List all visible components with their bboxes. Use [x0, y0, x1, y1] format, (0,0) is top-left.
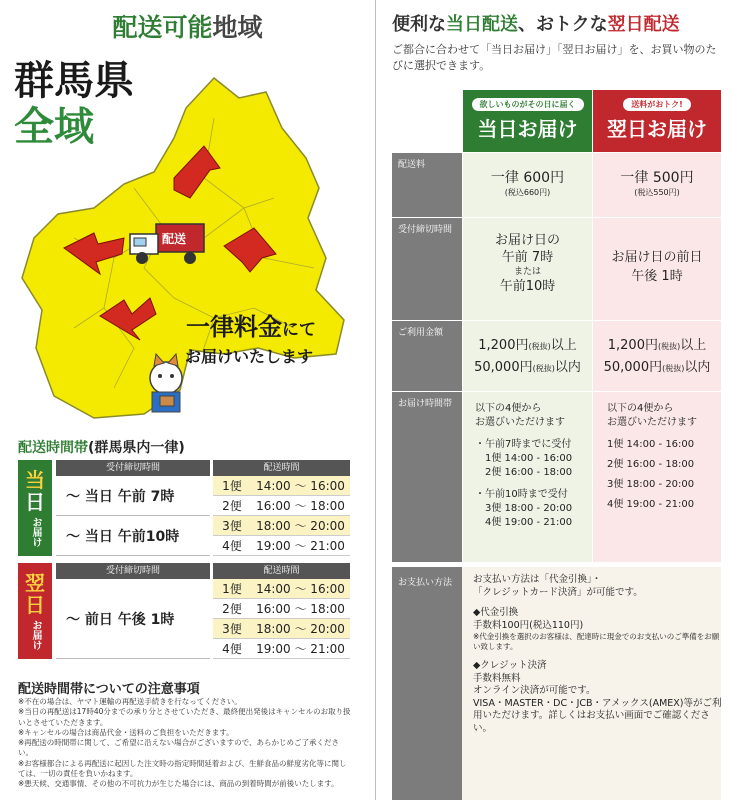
nextday-cutoff: 〜 前日 午後 1時: [56, 579, 210, 659]
center-divider: [375, 0, 376, 800]
note-item: ※当日の再配送は17時40分までの承り分とさせていただき、最終便出発後はキャンセルのお取り扱いとさせていただきます。: [18, 707, 351, 727]
sameday-slot-3: 3便 18:00 〜 20:00: [213, 516, 350, 536]
sameday-tag: 当 日 お届け: [18, 460, 52, 556]
fee-nextday: 一律 500円 (税込550円): [593, 153, 721, 217]
sameday-cutoff-2: 〜 当日 午前10時: [56, 516, 210, 556]
note-item: ※お客様都合による再配送に起因した注文時の指定時間延着および、生鮮食品の鮮度劣化等に関しては、一切の責任を負いかねます。: [18, 758, 347, 779]
sameday-cutoff-1: 〜 当日 午前 7時: [56, 476, 210, 516]
hdr-delivery-2: 配送時間: [213, 563, 350, 579]
cutoff-sameday: お届け日の 午前 7時 または 午前10時: [463, 218, 592, 320]
truck-label: 配送: [162, 232, 187, 246]
nextday-slot-3: 3便 18:00 〜 20:00: [213, 619, 350, 639]
col-sameday-header: 欲しいものがその日に届く 当日お届け: [463, 90, 592, 152]
row-slot-label: お届け時間帯: [392, 392, 462, 562]
sameday-slot-4: 4便 19:00 〜 21:00: [213, 536, 350, 556]
notes-heading: 配送時間帯についての注意事項: [18, 682, 200, 697]
nextday-slot-4: 4便 19:00 〜 21:00: [213, 639, 350, 659]
note-item: ※再配送の時間帯に関して、ご希望に沿えない場合がございますので、あらかじめご了承ください。: [18, 738, 339, 758]
sameday-table: [18, 460, 350, 556]
hdr-delivery: 配送時間: [213, 460, 350, 476]
hdr-cutoff: 受付締切時間: [56, 460, 210, 476]
nextday-tag: 翌 日 お届け: [18, 563, 52, 659]
nextday-slot-2: 2便 16:00 〜 18:00: [213, 599, 350, 619]
nextday-slot-1: 1便 14:00 〜 16:00: [213, 579, 350, 599]
note-item: ※不在の場合は、ヤマト運輸の再配送手続きを行なってください。: [18, 697, 242, 706]
compare-subtitle: ご都合に合わせて「当日お届け」「翌日お届け」を、お買い物のたびに選択できます。: [392, 43, 717, 72]
payment-label: お支払い方法: [392, 567, 462, 800]
slot-heading: 配送時間帯(群馬県内一律): [18, 440, 185, 456]
notes-list: [18, 697, 353, 790]
cutoff-nextday: お届け日の前日 午後 1時: [593, 218, 721, 320]
payment-text: お支払い方法は「代金引換」・ 「クレジットカード決済」が可能です。 ◆代金引換 手数料100円(税込110円) ※代金引換を選択のお客様は、配達時に現金でのお支払いのご準備をお願い致します。 ◆クレジット決済 手数料無料 オンライン決済が可能です。 VISA・MASTER・DC・JCB・アメックス(AMEX)等がご利用いただけます。詳しくはお支払い画面でご確認ください。: [473, 574, 722, 734]
gunma-map: [14, 58, 359, 428]
row-cutoff-label: 受付締切時間: [392, 218, 462, 320]
amount-nextday: 1,200円(税抜)以上 50,000円(税抜)以内: [593, 321, 721, 391]
sameday-slot-2: 2便 16:00 〜 18:00: [213, 496, 350, 516]
note-item: ※キャンセルの場合は商品代金・送料のご負担をいただきます。: [18, 727, 234, 737]
flat-fee-text: 一律料金にて: [186, 313, 316, 341]
amount-sameday: 1,200円(税抜)以上 50,000円(税抜)以内: [463, 321, 592, 391]
row-amount-label: ご利用金額: [392, 321, 462, 391]
hdr-cutoff-2: 受付締切時間: [56, 563, 210, 579]
compare-title: 便利な当日配送、おトクな翌日配送: [392, 14, 680, 35]
row-fee-label: 配送料: [392, 153, 462, 217]
col-nextday-header: 送料がおトク! 翌日お届け: [593, 90, 721, 152]
slots-sameday: 以下の4便から お選びいただけます ・午前7時までに受付 1便 14:00 - 16:00 2便 16:00 - 18:00 ・午前10時まで受付 3便 18:00 - 20:00 4便 19:00 - 21:00: [463, 392, 592, 562]
cat-mascot-icon: [150, 354, 182, 412]
region-label: 群馬県 全域: [14, 58, 134, 150]
flat-fee-text-2: お届けいたします: [185, 347, 314, 366]
delivery-area-title: 配送可能地域: [112, 13, 263, 42]
fee-sameday: 一律 600円 (税込660円): [463, 153, 592, 217]
slots-nextday: 以下の4便から お選びいただけます 1便 14:00 - 16:00 2便 16:00 - 18:00 3便 18:00 - 20:00 4便 19:00 - 21:00: [593, 392, 721, 562]
note-item: ※悪天候、交通事情、その他の不可抗力が生じた場合には、商品の到着時間が前後いたします。: [18, 779, 339, 789]
nextday-table: [18, 563, 350, 659]
sameday-slot-1: 1便 14:00 〜 16:00: [213, 476, 350, 496]
